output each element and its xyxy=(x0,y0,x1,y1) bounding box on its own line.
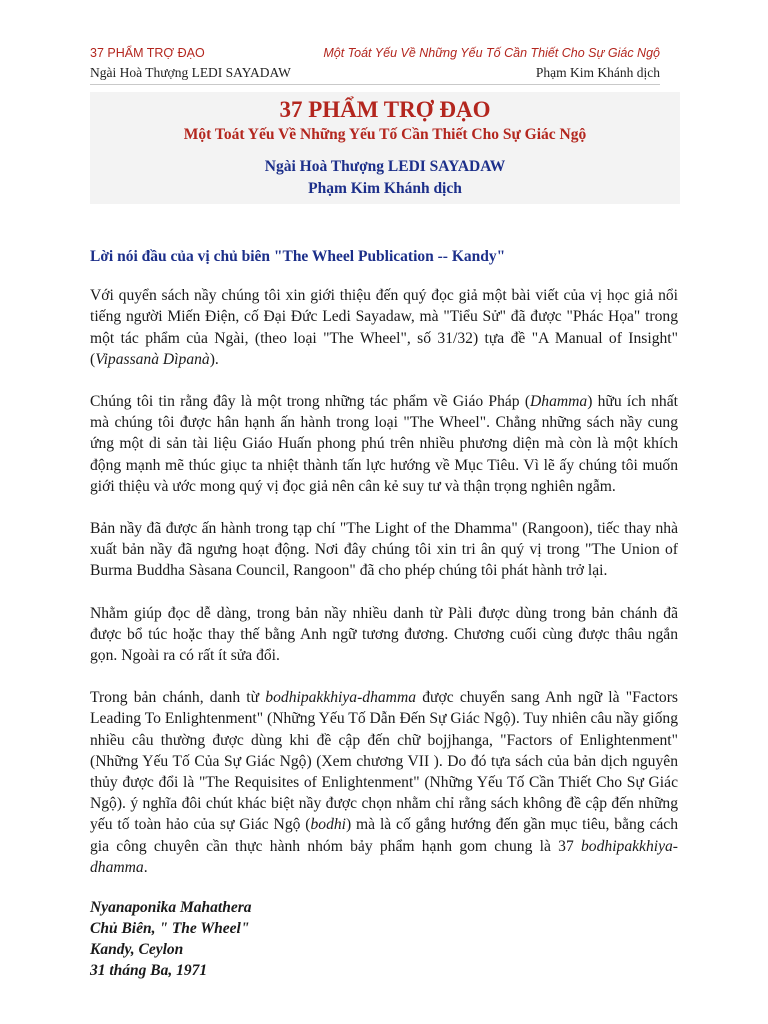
p5-text-g: . xyxy=(143,858,148,876)
signature-block xyxy=(90,897,678,981)
running-header-row-1 xyxy=(90,44,660,63)
p5-text-c: được chuyển sang Anh ngữ là "Factors Leading To Enlightenment" (Những Yếu Tố Dẫn Đến Sự Giác Ngộ). Tuy nhiên câu nầy giống nhiều câu thường được dùng khi đề cập đến chữ bojjhanga, "Factors of Enlightenment" (Những Yếu Tố Của Sự Giác Ngộ) (Xem chương VII ). Do đó tựa sách của bản dịch nguyên thủy được đổi là "The Requisites of Enlightenment" (Những Yếu Tố Cần Thiết Cho Sự Giác Ngộ). ý nghĩa đôi chút khác biệt nầy được chọn nhằm chỉ rằng sách không đề cập đến những yếu tố toàn hảo của sự Giác Ngộ ( xyxy=(90,689,678,834)
p1-text-a: Với quyển sách nầy chúng tôi xin giới thiệu đến quý đọc giả một bài viết của vị học giả nổi tiếng người Miến Điện, cố Đại Đức Ledi Sayadaw, mà "Tiểu Sử" đã được "Phác Họa" trong một tác phẩm của Ngài, (theo loại "The Wheel", số 31/32) tựa đề "A Manual of Insight" ( xyxy=(90,287,678,368)
preface-paragraph-2 xyxy=(90,391,678,497)
p5-text-e: ) mà là cố gắng hướng đến gần mục tiêu, bằng cách gia công chuyên cần thực hành nhóm bảy phẩm hạnh gom chung là 37 xyxy=(90,816,679,855)
preface-paragraph-4: Nhằm giúp đọc dễ dàng, trong bản nầy nhiều danh từ Pàli được dùng trong bản chánh đã được bổ túc hoặc thay thế bằng Anh ngữ tương đương. Chương cuối cùng được thâu ngắn gọn. Ngoài ra có rất ít sửa đổi. xyxy=(90,604,678,665)
p2-term-dhamma: Dhamma xyxy=(530,393,588,411)
page-subtitle: Một Toát Yếu Về Những Yếu Tố Cần Thiết Cho Sự Giác Ngộ xyxy=(183,126,587,143)
p2-text-a: Chúng tôi tin rằng đây là một trong những tác phẩm về Giáo Pháp ( xyxy=(90,393,531,411)
signature-place: Kandy, Ceylon xyxy=(90,941,184,959)
signature-role: Chủ Biên, " The Wheel" xyxy=(90,920,250,938)
p5-text-a: Trong bản chánh, danh từ xyxy=(90,689,266,707)
preface-paragraph-5 xyxy=(90,687,678,878)
header-translator: Phạm Kim Khánh dịch xyxy=(535,65,660,80)
p5-term-bodhipakkhiya-2: bodhipakkhiya-dhamma xyxy=(90,837,678,876)
title-author: Ngài Hoà Thượng LEDI SAYADAW xyxy=(264,158,506,175)
title-translator: Phạm Kim Khánh dịch xyxy=(308,180,462,197)
title-block xyxy=(90,92,680,204)
preface-body xyxy=(90,246,678,981)
p1-text-c: ). xyxy=(209,350,219,368)
signature-name: Nyanaponika Mahathera xyxy=(90,899,252,917)
p5-term-bodhipakkhiya: bodhipakkhiya-dhamma xyxy=(265,689,417,707)
header-book-subtitle: Một Toát Yếu Về Những Yếu Tố Cần Thiết Cho Sự Giác Ngộ xyxy=(323,46,660,60)
p5-term-bodhi: bodhi xyxy=(310,816,346,834)
preface-paragraph-3: Bản nầy đã được ấn hành trong tạp chí "The Light of the Dhamma" (Rangoon), tiếc thay nhà xuất bản nầy đã ngưng hoạt động. Nơi đây chúng tôi xin tri ân quý vị trong "The Union of Burma Buddha Sàsana Council, Rangoon" đã cho phép chúng tôi phát hành trở lại. xyxy=(90,520,678,580)
running-header xyxy=(90,44,660,85)
p1-term-vipassana: Vipassanà Dìpanà xyxy=(95,350,210,368)
p2-text-c: ) hữu ích nhất mà chúng tôi được hân hạnh ấn hành trong loại "The Wheel". Chẳng những sách nầy cung ứng một di sản tài liệu Giáo Huấn phong phú trên nhiều phương diện mà còn là một khích động mạnh mẽ thúc giục ta nhiệt thành tấn lực hướng về Mục Tiêu. Vì lẽ ấy chúng tôi muốn giới thiệu và ước mong quý vị đọc giả nên cân kẻ suy tư và thận trọng nghiên ngẫm. xyxy=(90,393,678,495)
page-title: 37 PHẨM TRỢ ĐẠO xyxy=(279,97,491,122)
header-book-title: 37 PHẨM TRỢ ĐẠO xyxy=(90,46,205,60)
signature-date: 31 tháng Ba, 1971 xyxy=(90,962,208,980)
preface-heading: Lời nói đầu của vị chủ biên "The Wheel Publication -- Kandy" xyxy=(90,248,506,265)
header-divider xyxy=(90,84,660,85)
preface-paragraph-1 xyxy=(90,285,678,370)
header-author: Ngài Hoà Thượng LEDI SAYADAW xyxy=(90,65,291,80)
running-header-row-2 xyxy=(90,63,660,82)
